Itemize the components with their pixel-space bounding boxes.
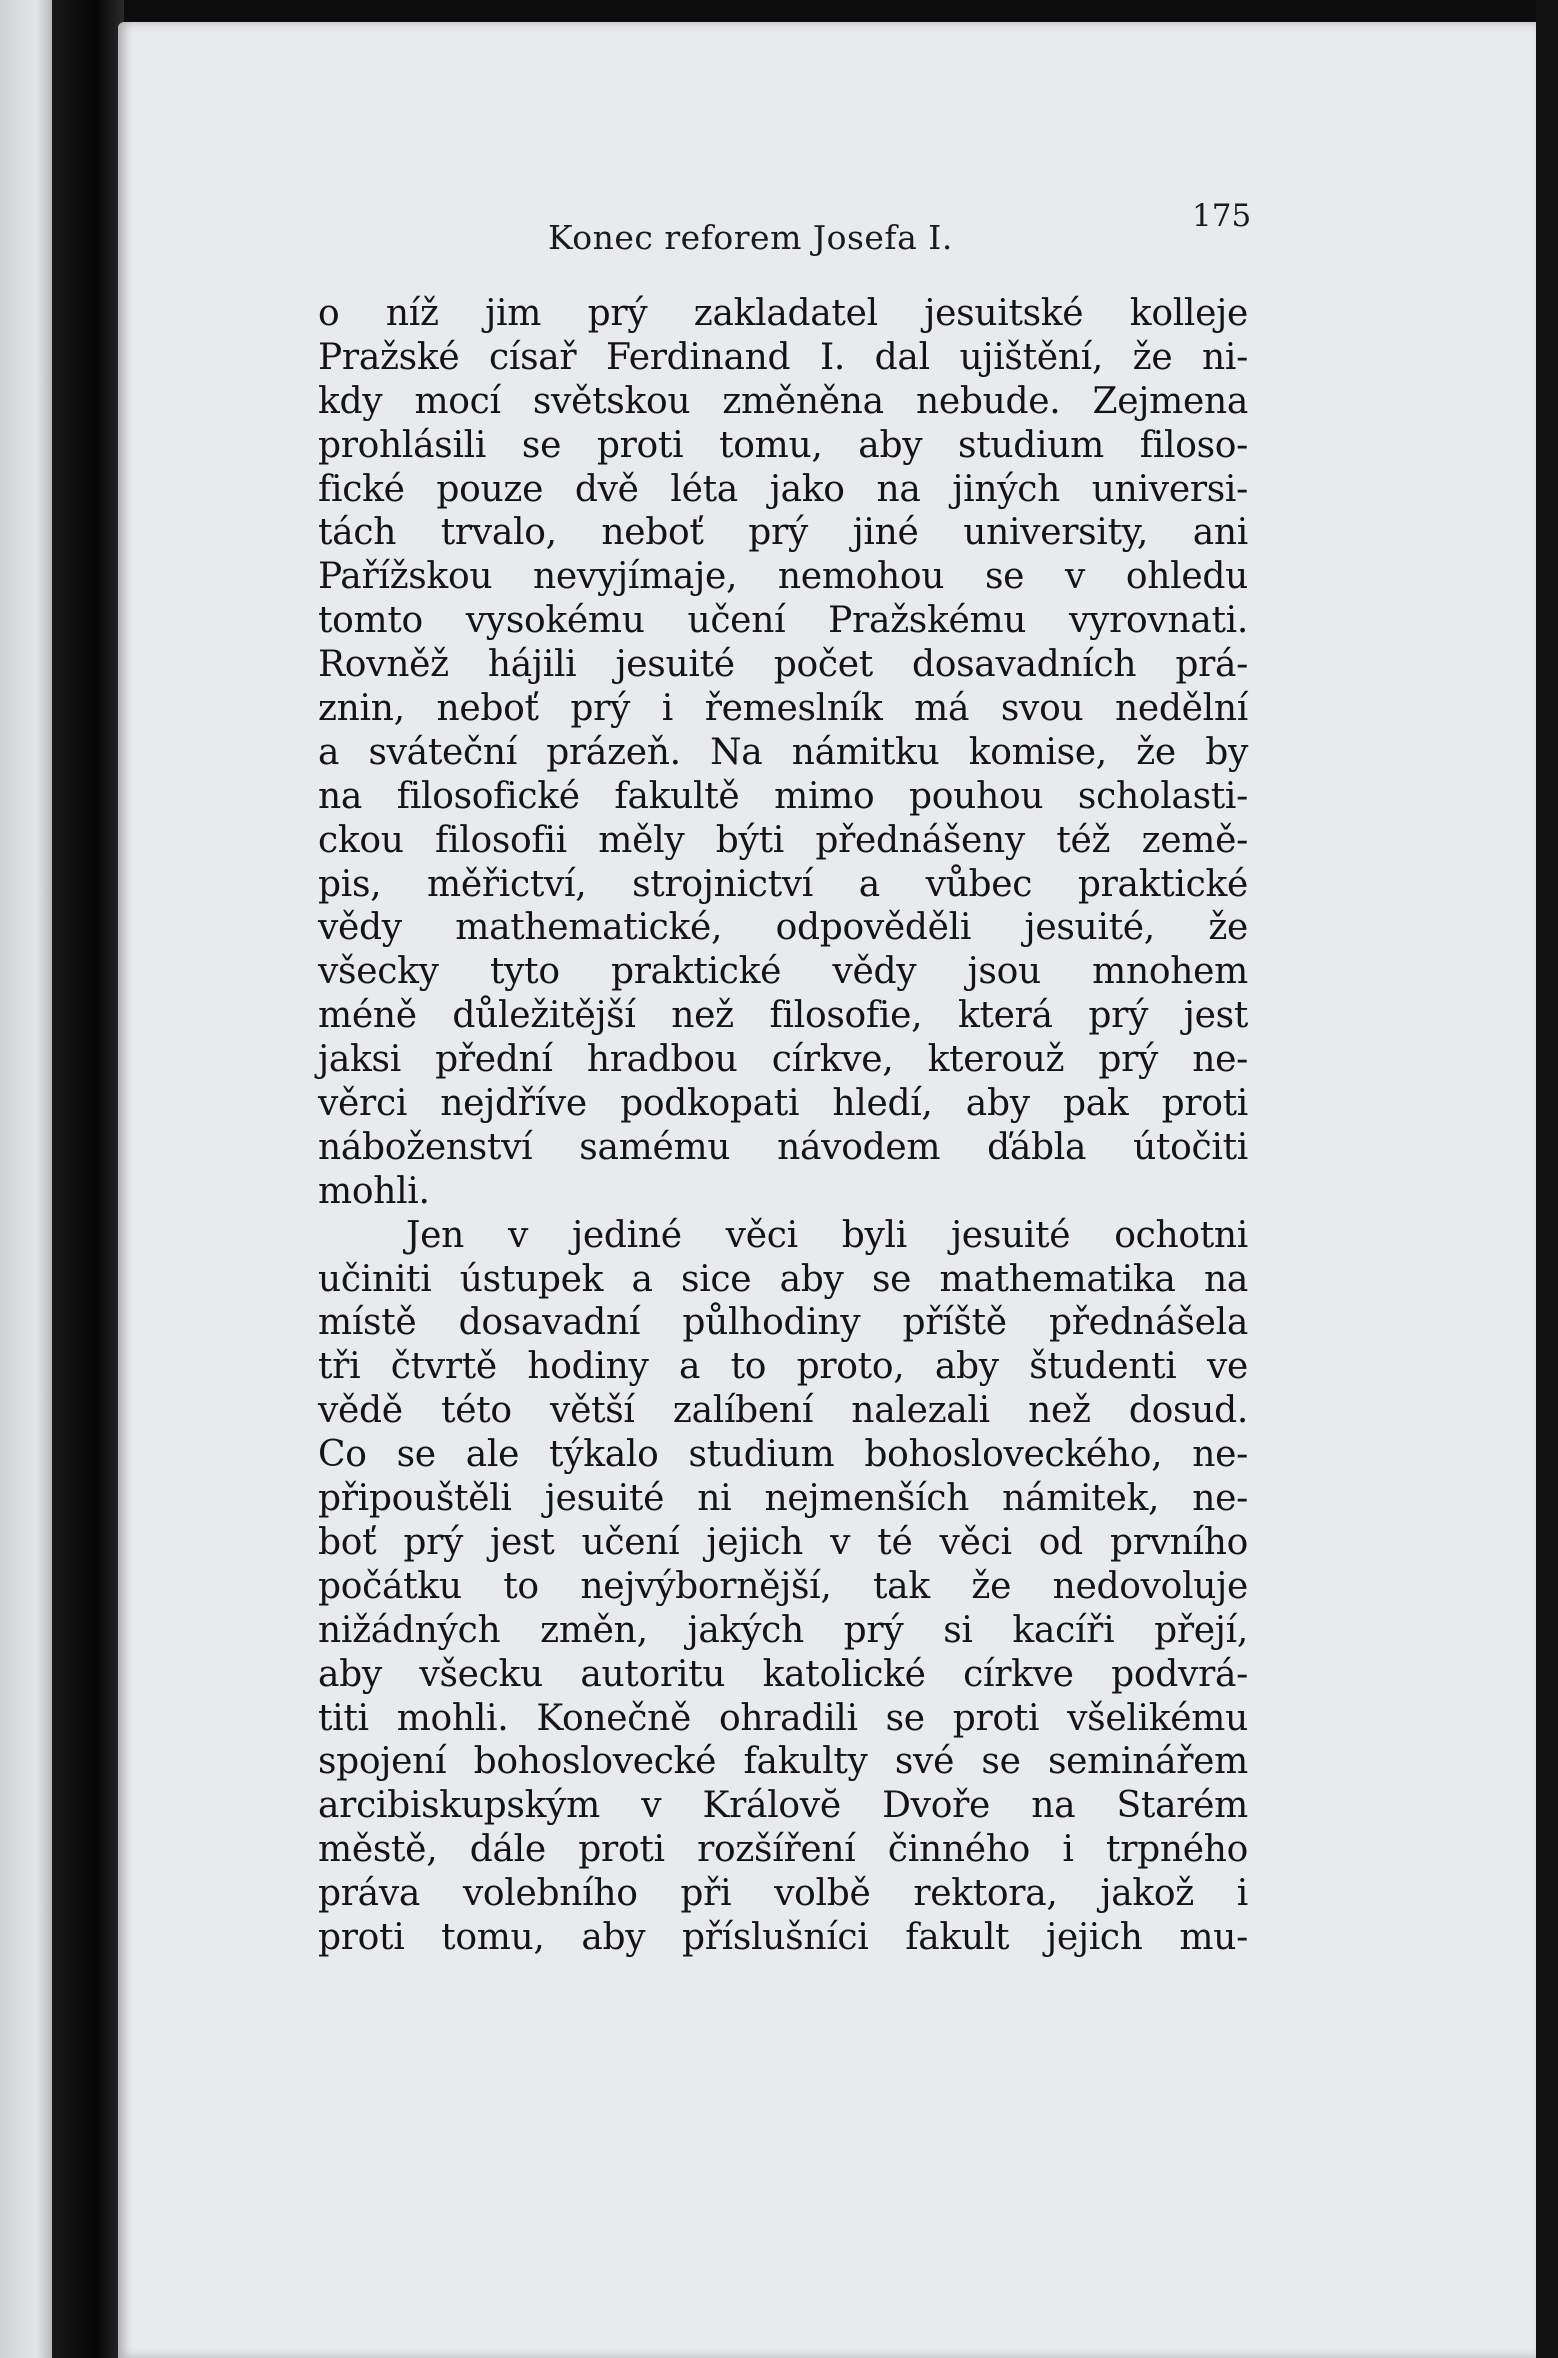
text-line: znin, neboť prý i řemeslník má svou nedělní [318, 688, 1248, 730]
paragraph-start-line: Jen v jediné věci byli jesuité ochotni [406, 1214, 1248, 1256]
text-line: jaksi přední hradbou církve, kterouž prý ne- [318, 1039, 1248, 1081]
body-text [318, 292, 1248, 1960]
text-line: Co se ale týkalo studium bohosloveckého, ne- [318, 1434, 1248, 1476]
text-line: o níž jim prý zakladatel jesuitské kolleje [318, 293, 1248, 334]
text-line: ckou filosofii měly býti přednášeny též země- [318, 819, 1248, 861]
text-line: spojení bohoslovecké fakulty své se seminářem [318, 1741, 1248, 1783]
text-line: Pražské císař Ferdinand I. dal ujištění, že ni- [318, 336, 1248, 378]
text-line: kdy mocí světskou změněna nebude. Zejmena [318, 380, 1248, 422]
previous-page-edge [0, 0, 52, 2358]
text-line: proti tomu, aby příslušníci fakult jejich mu- [318, 1916, 1248, 1958]
page-right-border [1536, 0, 1558, 2358]
text-line: méně důležitější než filosofie, která prý jest [318, 995, 1248, 1037]
text-line: věrci nejdříve podkopati hledí, aby pak proti [318, 1083, 1248, 1125]
text-line: připouštěli jesuité ni nejmenších námitek, ne- [318, 1478, 1248, 1520]
text-line: a sváteční prázeň. Na námitku komise, že by [318, 731, 1248, 773]
running-head: Konec reforem Josefa I. [548, 218, 953, 257]
text-line: tomto vysokému učení Pražskému vyrovnati. [318, 600, 1248, 642]
paragraph-end-line: mohli. [318, 1170, 430, 1212]
text-line: Pařížskou nevyjímaje, nemohou se v ohledu [318, 556, 1248, 598]
text-line: městě, dále proti rozšíření činného i trpného [318, 1829, 1248, 1871]
text-line: fické pouze dvě léta jako na jiných universi- [318, 468, 1248, 510]
text-line: tách trvalo, neboť prý jiné university, ani [318, 512, 1248, 554]
text-line: všecky tyto praktické vědy jsou mnohem [318, 951, 1248, 993]
text-line: titi mohli. Konečně ohradili se proti všelikému [318, 1697, 1248, 1739]
text-line: vědě této větší zalíbení nalezali než dosud. [318, 1390, 1248, 1432]
text-line: učiniti ústupek a sice aby se mathematika na [318, 1258, 1248, 1300]
text-line: tři čtvrtě hodiny a to proto, aby študenti ve [318, 1346, 1248, 1388]
text-line: pis, měřictví, strojnictví a vůbec praktické [318, 863, 1248, 905]
book-gutter [52, 0, 124, 2358]
text-line: aby všecku autoritu katolické církve podvrá- [318, 1653, 1248, 1695]
text-line: Rovněž hájili jesuité počet dosavadních prá- [318, 644, 1248, 686]
text-line: práva volebního při volbě rektora, jakož i [318, 1873, 1248, 1915]
text-line: na filosofické fakultě mimo pouhou scholasti- [318, 775, 1248, 817]
page-number: 175 [1192, 198, 1252, 234]
text-line: náboženství samému návodem ďábla útočiti [318, 1126, 1248, 1168]
text-line: arcibiskupským v Královĕ Dvoře na Starém [318, 1785, 1248, 1827]
text-line: nižádných změn, jakých prý si kacíři přejí, [318, 1609, 1248, 1651]
text-line: počátku to nejvýbornější, tak že nedovoluje [318, 1565, 1248, 1607]
text-line: prohlásili se proti tomu, aby studium filoso- [318, 424, 1248, 466]
text-line: místě dosavadní půlhodiny příště přednášela [318, 1302, 1248, 1344]
text-line: boť prý jest učení jejich v té věci od prvního [318, 1521, 1248, 1563]
text-line: vědy mathematické, odpověděli jesuité, že [318, 907, 1248, 949]
